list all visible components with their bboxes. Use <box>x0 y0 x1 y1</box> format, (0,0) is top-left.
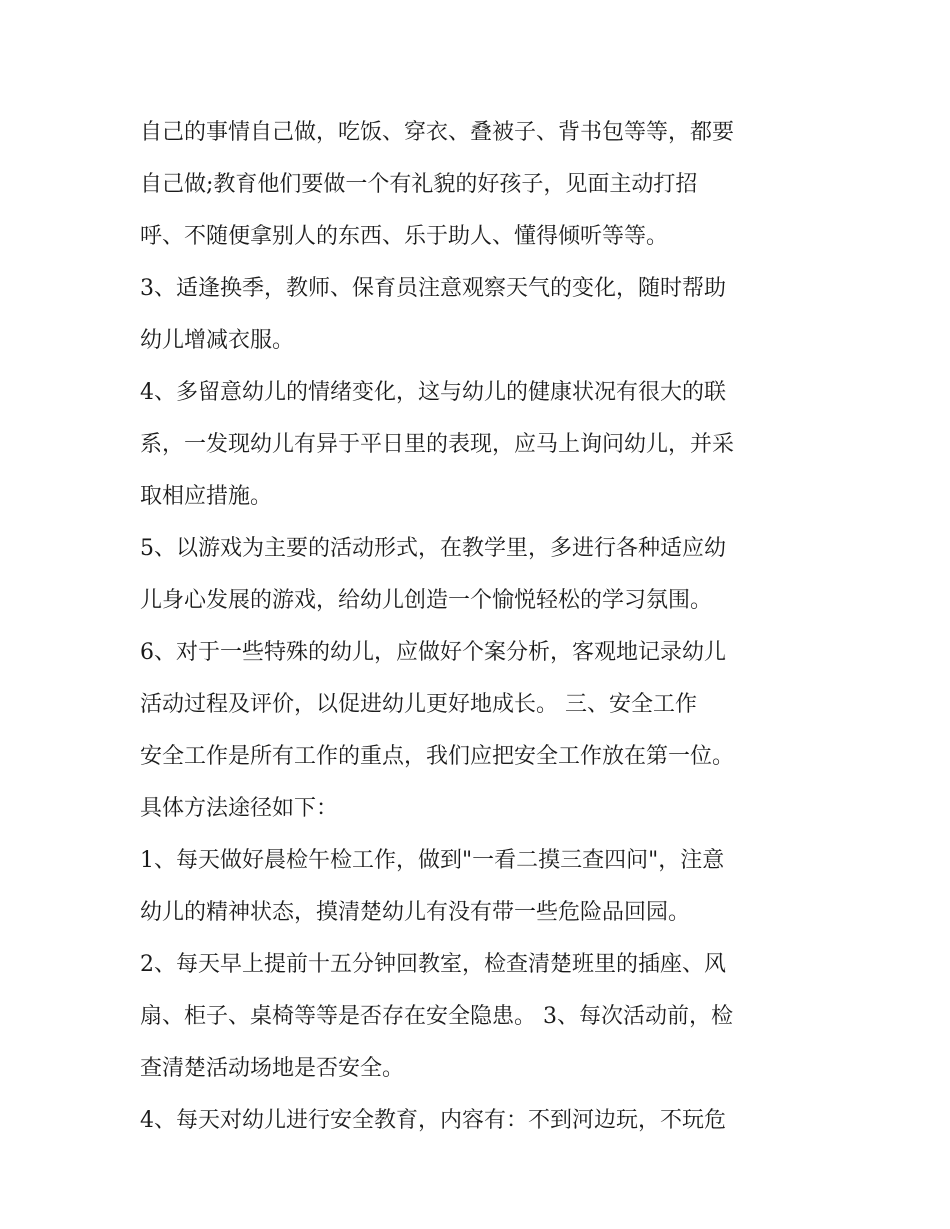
text-line: 自己的事情自己做，吃饭、穿衣、叠被子、背书包等等，都要 <box>140 120 735 145</box>
text-line: 自己做;教育他们要做一个有礼貌的好孩子，见面主动打招 <box>140 172 698 197</box>
text-line: 2、每天早上提前十五分钟回教室，检查清楚班里的插座、风 <box>140 952 726 977</box>
text-line: 儿身心发展的游戏，给幼儿创造一个愉悦轻松的学习氛围。 <box>140 588 713 613</box>
document-body <box>140 107 820 1147</box>
text-line: 4、每天对幼儿进行安全教育，内容有：不到河边玩，不玩危 <box>140 1108 726 1133</box>
text-line: 幼儿增减衣服。 <box>140 328 295 353</box>
text-line: 呼、不随便拿别人的东西、乐于助人、懂得倾听等等。 <box>140 224 669 249</box>
text-line: 5、以游戏为主要的活动形式，在教学里，多进行各种适应幼 <box>140 536 726 561</box>
text-line: 具体方法途径如下： <box>140 796 339 821</box>
text-line: 活动过程及评价，以促进幼儿更好地成长。 三、安全工作 <box>140 692 697 717</box>
text-line: 安全工作是所有工作的重点，我们应把安全工作放在第一位。 <box>140 744 735 769</box>
text-line: 查清楚活动场地是否安全。 <box>140 1056 405 1081</box>
text-line: 1、每天做好晨检午检工作，做到"一看二摸三查四问"，注意 <box>140 848 725 873</box>
text-line: 幼儿的精神状态，摸清楚幼儿有没有带一些危险品回园。 <box>140 900 691 925</box>
text-line: 扇、柜子、桌椅等等是否存在安全隐患。 3、每次活动前，检 <box>140 1004 733 1029</box>
text-line: 4、多留意幼儿的情绪变化，这与幼儿的健康状况有很大的联 <box>140 380 726 405</box>
text-line: 取相应措施。 <box>140 484 273 509</box>
text-line: 3、适逢换季，教师、保育员注意观察天气的变化，随时帮助 <box>140 276 726 301</box>
text-line: 6、对于一些特殊的幼儿，应做好个案分析，客观地记录幼儿 <box>140 640 726 665</box>
text-line: 系，一发现幼儿有异于平日里的表现，应马上询问幼儿，并采 <box>140 432 735 457</box>
